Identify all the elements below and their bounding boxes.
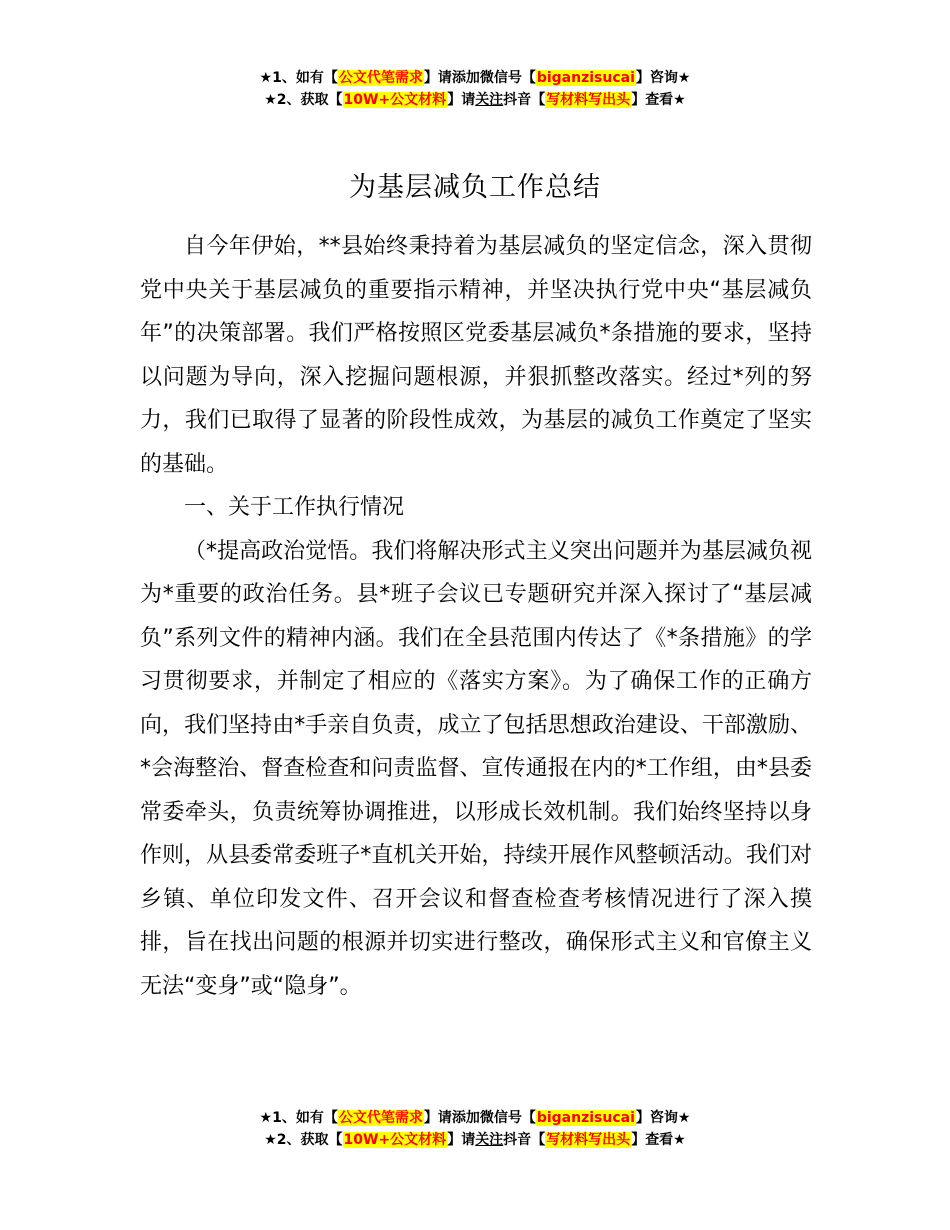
banner-text: 关注	[475, 92, 504, 108]
footer-banner	[0, 1107, 950, 1151]
bracket: 】	[447, 1132, 462, 1148]
bracket: 】	[423, 1110, 438, 1126]
highlight-douyin-account: 写材料写出头	[546, 92, 631, 108]
banner-text: 抖音	[503, 1132, 532, 1148]
body-paragraph: （*提高政治觉悟。我们将解决形式主义突出问题并为基层减负视为*重要的政治任务。县*班子会议已专题研究并深入探讨了“基层减负”系列文件的精神内涵。我们在全县范围内传达了《*条措施》的学习贯彻要求，并制定了相应的《落实方案》。为了确保工作的正确方向，我们坚持由*手亲自负责，成立了包括思想政治建设、干部激励、*会海整治、督查检查和问责监督、宣传通报在内的*工作组，由*县委常委牵头，负责统筹协调推进，以形成长效机制。我们始终坚持以身作则，从县委常委班子*直机关开始，持续开展作风整顿活动。我们对乡镇、单位印发文件、召开会议和督查检查考核情况进行了深入摸排，旨在找出问题的根源并切实进行整改，确保形式主义和官僚主义无法“变身”或“隐身”。	[140, 538, 812, 999]
banner-text: 微信号	[479, 70, 522, 86]
banner-text: 咨询★	[649, 70, 691, 86]
section-heading: 一、关于工作执行情况	[184, 495, 405, 520]
banner-text: 微信号	[479, 1110, 522, 1126]
document-title: 为基层减负工作总结	[349, 172, 601, 203]
banner-line-1	[0, 1107, 950, 1129]
bracket: 【	[328, 92, 343, 108]
banner-text: 查看★	[645, 92, 686, 108]
highlight-ghostwriting: 公文代笔需求	[338, 70, 423, 86]
bracket: 】	[631, 1132, 646, 1148]
bracket: 【	[531, 92, 546, 108]
bracket: 】	[635, 1110, 650, 1126]
highlight-ghostwriting: 公文代笔需求	[338, 1110, 423, 1126]
bracket: 【	[531, 1132, 546, 1148]
banner-text: 抖音	[503, 92, 532, 108]
bracket: 【	[521, 70, 536, 86]
banner-text: 请添	[437, 1110, 466, 1126]
banner-text: 请	[461, 1132, 476, 1148]
intro-paragraph: 自今年伊始，**县始终秉持着为基层减负的坚定信念，深入贯彻党中央关于基层减负的重要指示精神，并坚决执行党中央“基层减负年”的决策部署。我们严格按照区党委基层减负*条措施的要求，坚持以问题为导向，深入挖掘问题根源，并狠抓整改落实。经过*列的努力，我们已取得了显著的阶段性成效，为基层的减负工作奠定了坚实的基础。	[140, 234, 812, 477]
banner-text: ★2、获取	[264, 92, 329, 108]
banner-text: 请添	[437, 70, 466, 86]
highlight-wechat-id: biganzisucai	[536, 1110, 635, 1126]
banner-text: 关注	[475, 1132, 504, 1148]
bracket: 】	[423, 70, 438, 86]
banner-line-1	[0, 67, 950, 89]
banner-text: 咨询★	[649, 1110, 691, 1126]
banner-text: ★2、获取	[264, 1132, 329, 1148]
banner-text: 请	[461, 92, 476, 108]
highlight-materials: 10W+公文材料	[343, 92, 447, 108]
bracket: 【	[323, 1110, 338, 1126]
highlight-materials: 10W+公文材料	[343, 1132, 447, 1148]
document-body	[140, 225, 812, 1008]
banner-text: ★1、如有	[259, 1110, 324, 1126]
highlight-wechat-id: biganzisucai	[536, 70, 635, 86]
banner-text: 加	[465, 70, 480, 86]
header-banner	[0, 67, 950, 111]
banner-line-2	[0, 1129, 950, 1151]
bracket: 】	[631, 92, 646, 108]
banner-text: 加	[465, 1110, 480, 1126]
bracket: 】	[635, 70, 650, 86]
highlight-douyin-account: 写材料写出头	[546, 1132, 631, 1148]
bracket: 【	[328, 1132, 343, 1148]
bracket: 】	[447, 92, 462, 108]
banner-line-2	[0, 89, 950, 111]
bracket: 【	[323, 70, 338, 86]
banner-text: 查看★	[645, 1132, 686, 1148]
bracket: 【	[521, 1110, 536, 1126]
banner-text: ★1、如有	[259, 70, 324, 86]
